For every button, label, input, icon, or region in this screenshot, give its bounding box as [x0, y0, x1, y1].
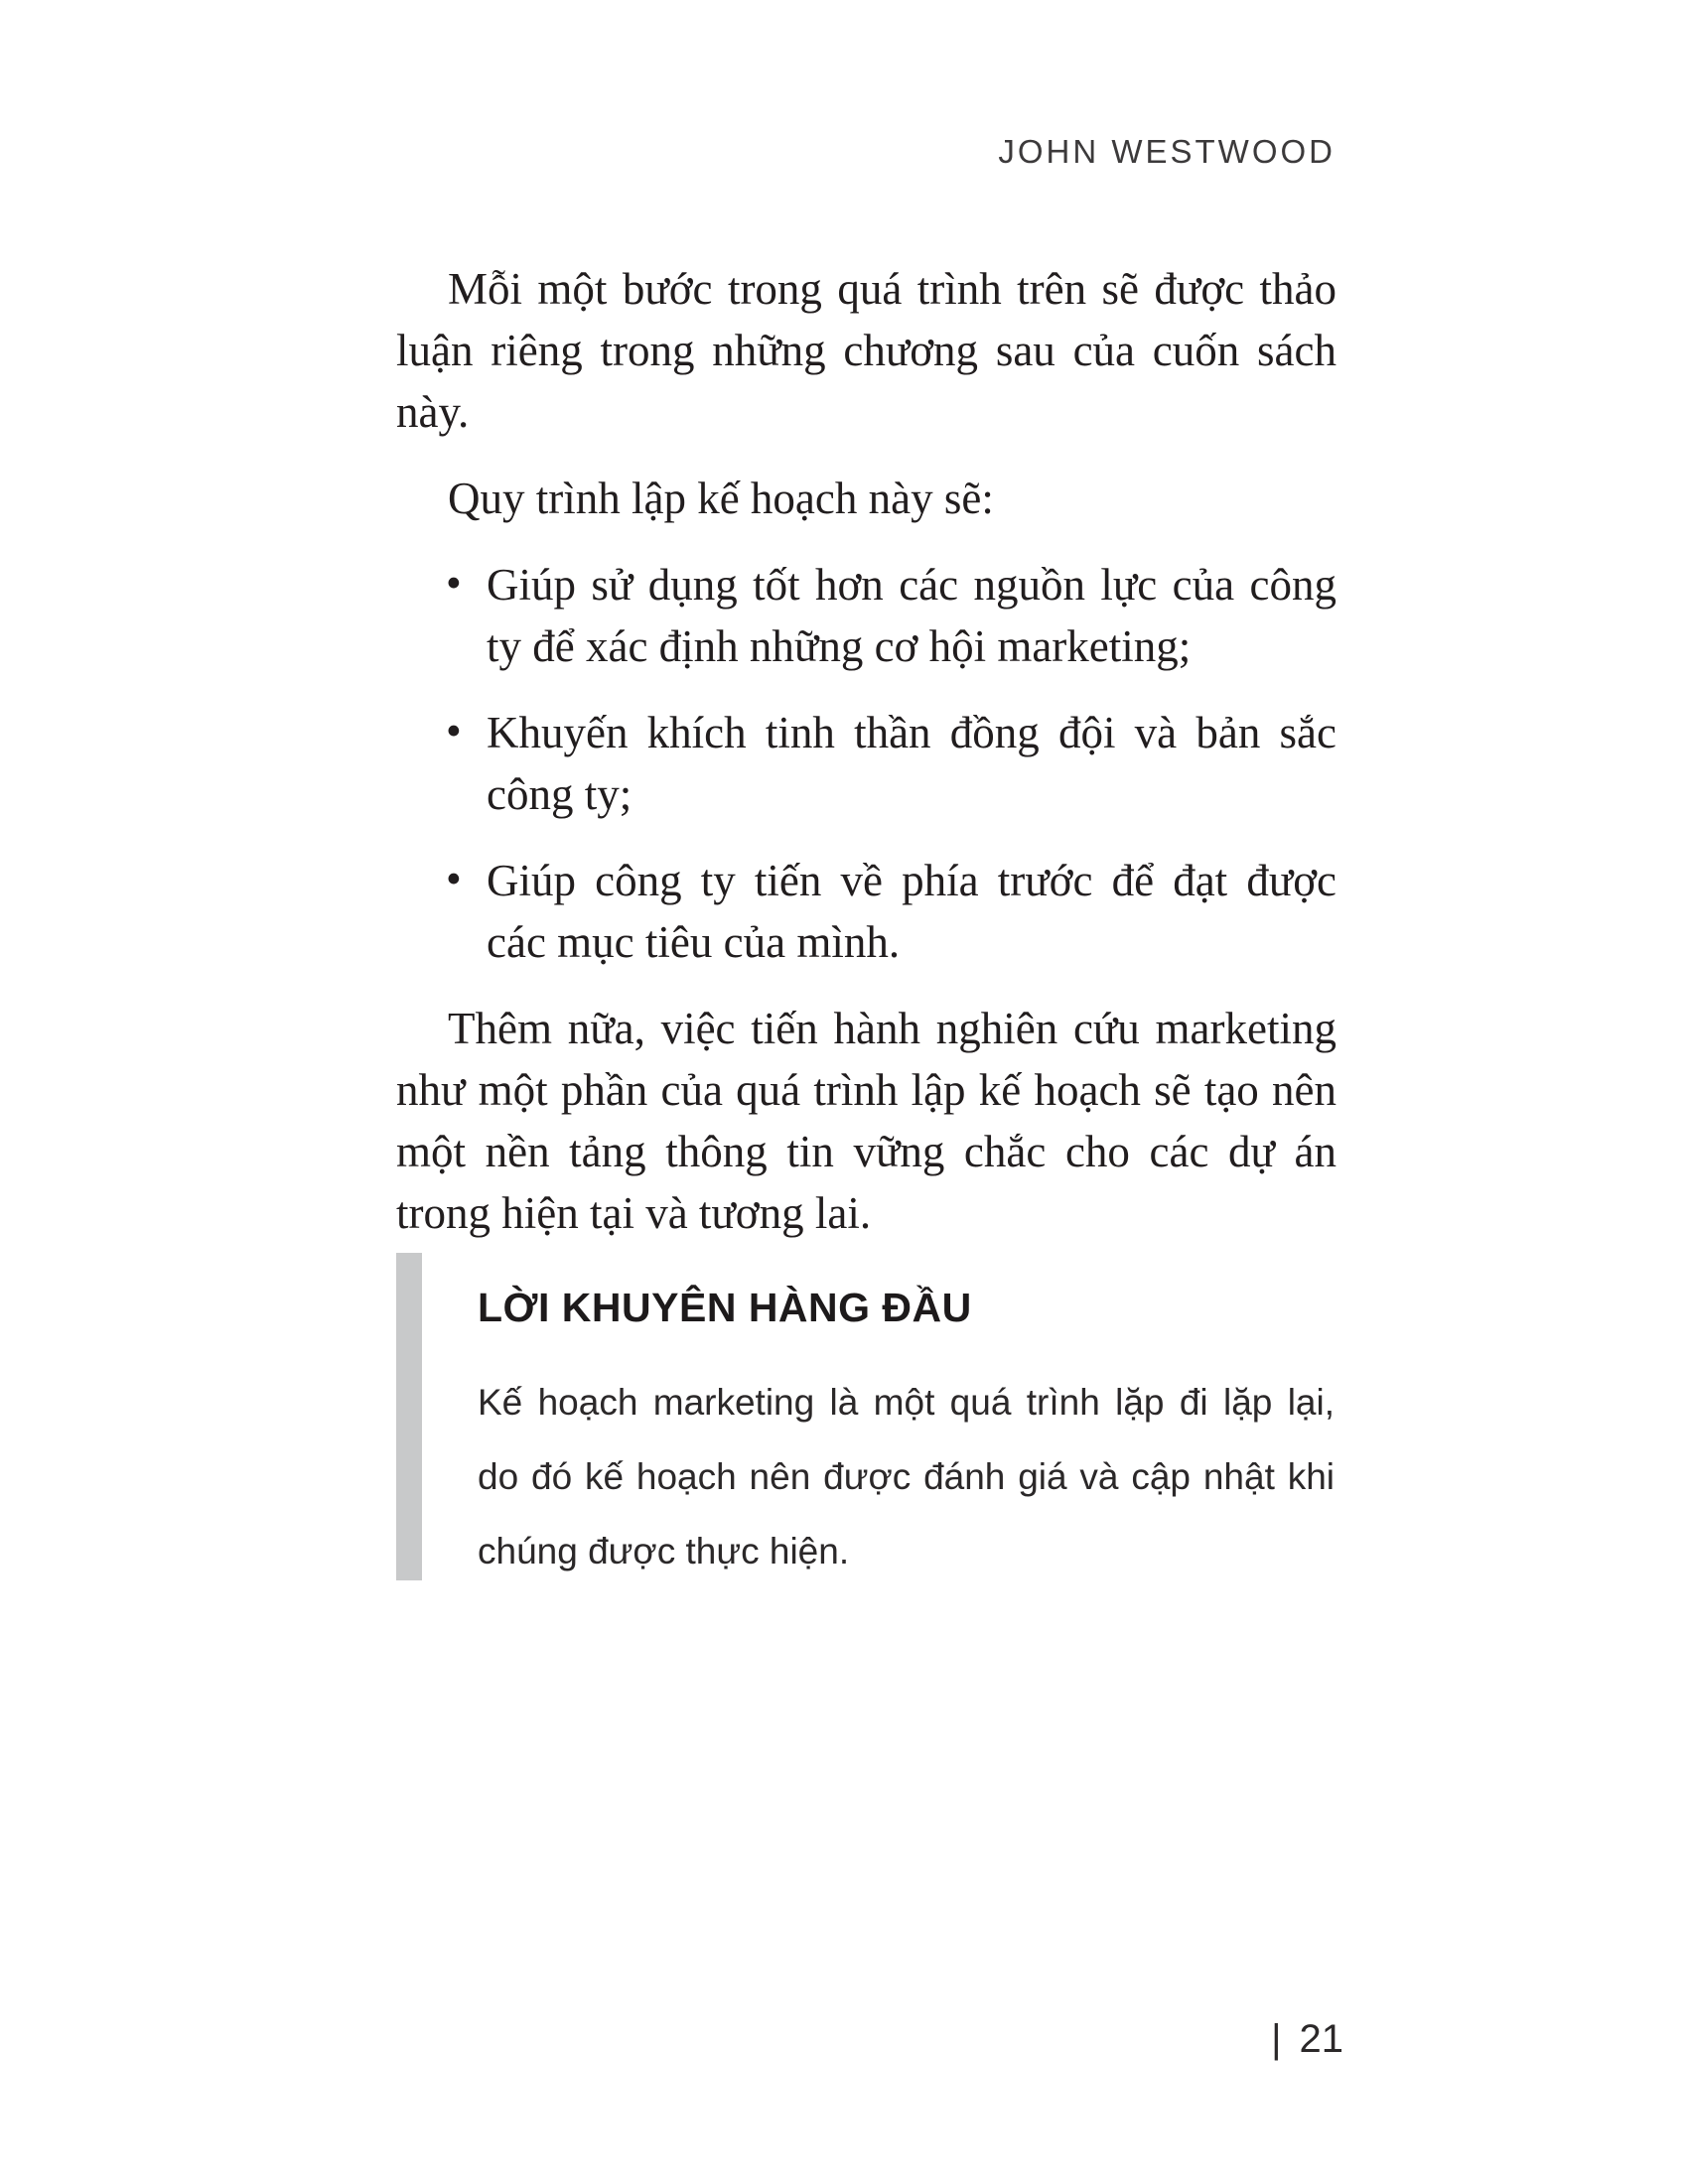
bullet-text: Giúp sử dụng tốt hơn các nguồn lực của công ty để xác định những cơ hội marketing;	[487, 560, 1336, 671]
tip-content	[478, 1253, 1336, 1588]
body-text-block	[396, 258, 1336, 1244]
running-header-author: JOHN WESTWOOD	[998, 133, 1336, 170]
bullet-icon: •	[446, 706, 462, 755]
page-number-value: 21	[1299, 2017, 1343, 2061]
page-number-separator: |	[1271, 2017, 1282, 2061]
bullet-icon: •	[446, 854, 462, 903]
bullet-icon: •	[446, 558, 462, 608]
tip-text: Kế hoạch marketing là một quá trình lặp đi lặp lại, do đó kế hoạch nên được đánh giá và cập nhật khi chúng được thực hiện.	[478, 1382, 1335, 1571]
bullet-list-item	[396, 702, 1336, 825]
bullet-list-item	[396, 554, 1336, 677]
accent-bar	[396, 1253, 422, 1580]
tip-heading: LỜI KHUYÊN HÀNG ĐẦU	[478, 1285, 972, 1330]
top-tip-callout	[396, 1253, 1336, 1588]
paragraph: Quy trình lập kế hoạch này sẽ:	[448, 474, 994, 523]
page-number	[1271, 2017, 1343, 2062]
bullet-list-item	[396, 850, 1336, 973]
paragraph: Mỗi một bước trong quá trình trên sẽ được thảo luận riêng trong những chương sau của cuốn sách này.	[396, 264, 1336, 437]
paragraph: Thêm nữa, việc tiến hành nghiên cứu marketing như một phần của quá trình lập kế hoạch sẽ tạo nên một nền tảng thông tin vững chắc cho các dự án trong hiện tại và tương lai.	[396, 1004, 1336, 1238]
bullet-text: Khuyến khích tinh thần đồng đội và bản sắc công ty;	[487, 708, 1336, 819]
bullet-text: Giúp công ty tiến về phía trước để đạt được các mục tiêu của mình.	[487, 856, 1336, 967]
